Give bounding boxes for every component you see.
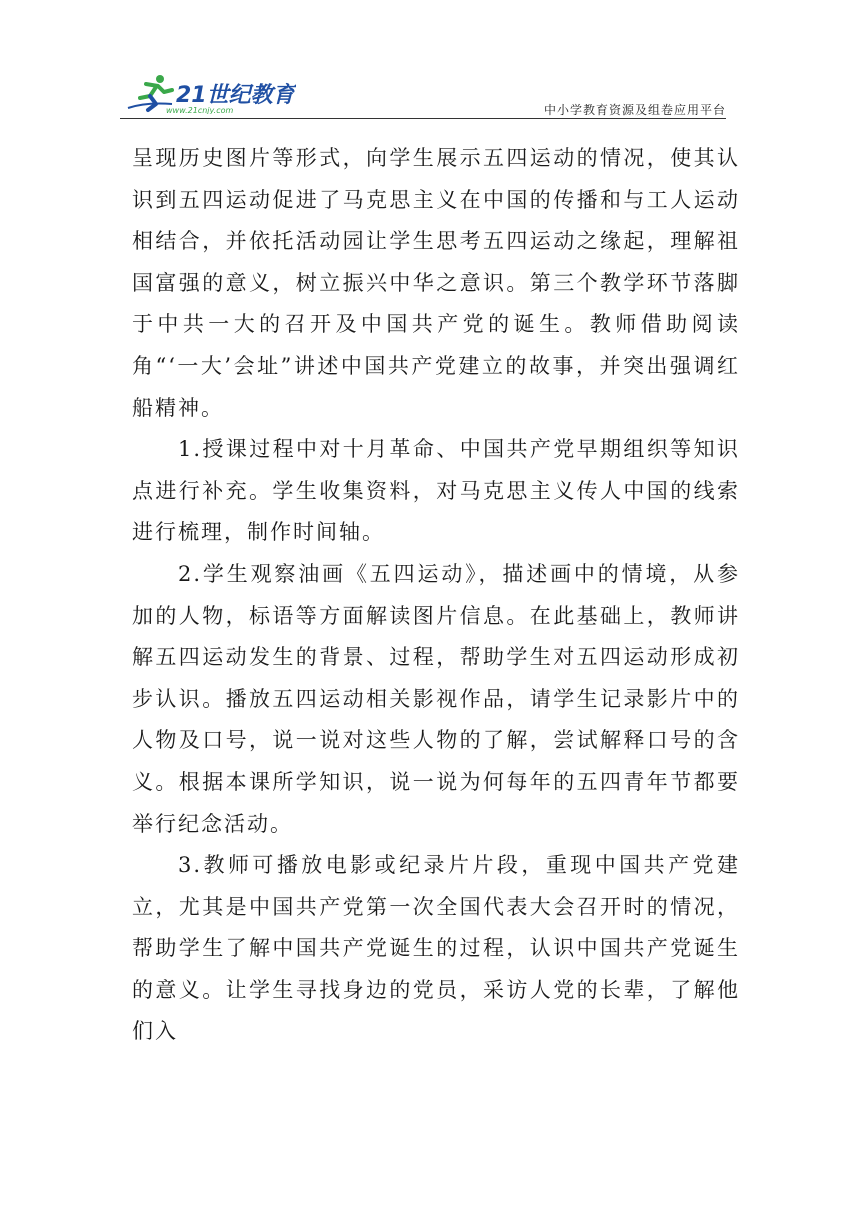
logo-url: www.21cnjy.com	[166, 106, 234, 114]
paragraph-item-1: 1.授课过程中对十月革命、中国共产党早期组织等知识点进行补充。学生收集资料，对马克思主义传人中国的线索进行梳理，制作时间轴。	[132, 437, 740, 545]
paragraph-continued: 呈现历史图片等形式，向学生展示五四运动的情况，使其认识到五四运动促进了马克思主义在中国的传播和与工人运动相结合，并依托活动园让学生思考五四运动之缘起，理解祖国富强的意义，树立振兴中华之意识。第三个教学环节落脚于中共一大的召开及中国共产党的诞生。教师借助阅读角“‘一大’会址”讲述中国共产党建立的故事，并突出强调红船精神。	[132, 146, 740, 420]
paragraph-item-2: 2.学生观察油画《五四运动》，描述画中的情境，从参加的人物，标语等方面解读图片信息。在此基础上，教师讲解五四运动发生的背景、过程，帮助学生对五四运动形成初步认识。播放五四运动相关影视作品，请学生记录影片中的人物及口号，说一说对这些人物的了解，尝试解释口号的含义。根据本课所学知识，说一说为何每年的五四青年节都要举行纪念活动。	[132, 561, 740, 836]
document-body	[132, 138, 740, 1053]
platform-name: 中小学教育资源及组卷应用平台	[543, 103, 726, 117]
page-header	[120, 66, 726, 118]
site-logo	[126, 74, 296, 114]
paragraph-item-3: 3.教师可播放电影或纪录片片段，重现中国共产党建立，尤其是中国共产党第一次全国代表大会召开时的情况，帮助学生了解中国共产党诞生的过程，认识中国共产党诞生的意义。让学生寻找身边的党员，采访人党的长辈，了解他们入	[132, 853, 740, 1044]
logo-text: 21世纪教育	[176, 83, 295, 108]
running-figure-icon	[128, 75, 172, 110]
header-divider	[120, 118, 726, 119]
